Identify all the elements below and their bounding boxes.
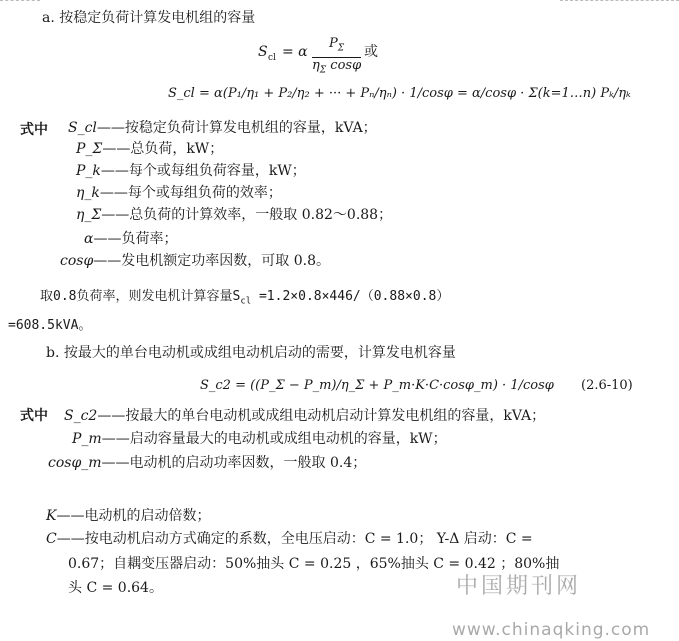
- def-b-2-sym: cosφ_m: [48, 455, 102, 471]
- def-b-2: [48, 455, 366, 471]
- def-b-1-text: ——启动容量最大的电动机或成组电动机的容量，kW；: [101, 431, 447, 447]
- eq1-or: 或: [364, 44, 378, 60]
- eq1-lhs-sub: cl: [268, 53, 276, 63]
- def-a-3-sym: η_k: [76, 185, 100, 201]
- def-a-0-text: ——按稳定负荷计算发电机组的容量，kVA；: [96, 120, 377, 136]
- eq1-den: η: [312, 57, 320, 73]
- eq1-eq: = α: [282, 44, 308, 60]
- def-a-6: [60, 253, 330, 269]
- eq1-den-tail: cosφ: [326, 57, 362, 73]
- def-c-line-1: [46, 531, 533, 547]
- def-c-line-2: 0.67；自耦变压器启动：50%抽头 C = 0.25 ，65%抽头 C = 0.42 ；80%抽: [68, 556, 560, 572]
- def-a-3-text: ——每个或每组负荷的效率；: [99, 185, 282, 201]
- def-b-0-sym: S_c2: [64, 408, 98, 424]
- calc-line-1: [40, 289, 449, 310]
- def-b-0-text: ——按最大的单台电动机或成组电动机启动计算发电机组的容量，kVA；: [97, 408, 546, 424]
- eq1-lhs: S: [258, 44, 268, 60]
- watermark-cn: 中国期刊网: [456, 574, 582, 599]
- def-b-1: [72, 431, 447, 447]
- equation-number: (2.6-10): [581, 378, 633, 393]
- def-a-4: [76, 207, 392, 223]
- calc-line-1-sub: cl: [240, 296, 252, 307]
- def-c-line-3: 头 C = 0.64。: [68, 580, 163, 596]
- calc-line-1-text: 取0.8负荷率，则发电机计算容量S: [40, 289, 241, 304]
- def-a-1: [76, 141, 223, 157]
- def-a-2-text: ——每个或每组负荷容量，kW；: [100, 163, 306, 179]
- top-dash-left: [0, 0, 40, 2]
- def-a-2-sym: P_k: [76, 163, 101, 179]
- def-b-0: [64, 408, 545, 424]
- def-a-0-sym: S_cl: [68, 120, 97, 136]
- equation-2: S_cl = α(P₁/η₁ + P₂/η₂ + ··· + Pₙ/ηₙ) · 1/cosφ = α/cosφ · Σ(k=1…n) Pₖ/ηₖ: [168, 86, 631, 101]
- calc-line-1-tail: =1.2×0.8×446/（0.88×0.8）: [251, 289, 450, 304]
- def-a-1-text: ——总负荷，kW；: [102, 141, 224, 157]
- def-c-sym: C: [46, 531, 57, 547]
- eq1-den-sub: Σ: [319, 65, 327, 76]
- calc-line-2: =608.5kVA。: [8, 318, 92, 333]
- def-a-0: [68, 120, 377, 136]
- top-dash-right: [560, 0, 679, 2]
- eq1-fraction: [312, 36, 361, 78]
- def-a-4-text: ——总负荷的计算效率，一般取 0.82～0.88；: [101, 207, 393, 223]
- equation-3: S_c2 = ((P_Σ − P_m)/η_Σ + P_m·K·C·cosφ_m) · 1/cosφ: [200, 378, 554, 393]
- watermark-url: www.chinaqking.com: [452, 620, 651, 640]
- def-a-6-sym: cosφ: [60, 253, 94, 269]
- eq1-num: P: [329, 36, 338, 51]
- def-a-1-sym: P_Σ: [76, 141, 103, 157]
- where-label-b: 式中: [20, 408, 48, 424]
- def-a-5-text: ——负荷率；: [93, 231, 178, 247]
- section-b-heading: b. 按最大的单台电动机或成组电动机启动的需要，计算发电机容量: [46, 345, 456, 361]
- def-a-3: [76, 185, 282, 201]
- def-k-sym: K: [46, 508, 57, 524]
- def-k: [46, 508, 210, 524]
- def-a-5-sym: α: [84, 231, 94, 247]
- def-a-2: [76, 163, 306, 179]
- def-a-6-text: ——发电机额定功率因数，可取 0.8。: [93, 253, 330, 269]
- def-c-text-1: ——按电动机启动方式确定的系数，全电压启动：C = 1.0； Y-Δ 启动：C =: [56, 531, 533, 547]
- def-b-1-sym: P_m: [72, 431, 102, 447]
- def-b-2-text: ——电动机的启动功率因数，一般取 0.4；: [101, 455, 367, 471]
- def-a-5: [84, 231, 177, 247]
- section-a-heading: a. 按稳定负荷计算发电机组的容量: [42, 10, 256, 26]
- def-k-text: ——电动机的启动倍数；: [56, 508, 211, 524]
- def-a-4-sym: η_Σ: [76, 207, 102, 223]
- where-label-a: 式中: [20, 122, 48, 138]
- eq1-num-sub: Σ: [337, 43, 345, 54]
